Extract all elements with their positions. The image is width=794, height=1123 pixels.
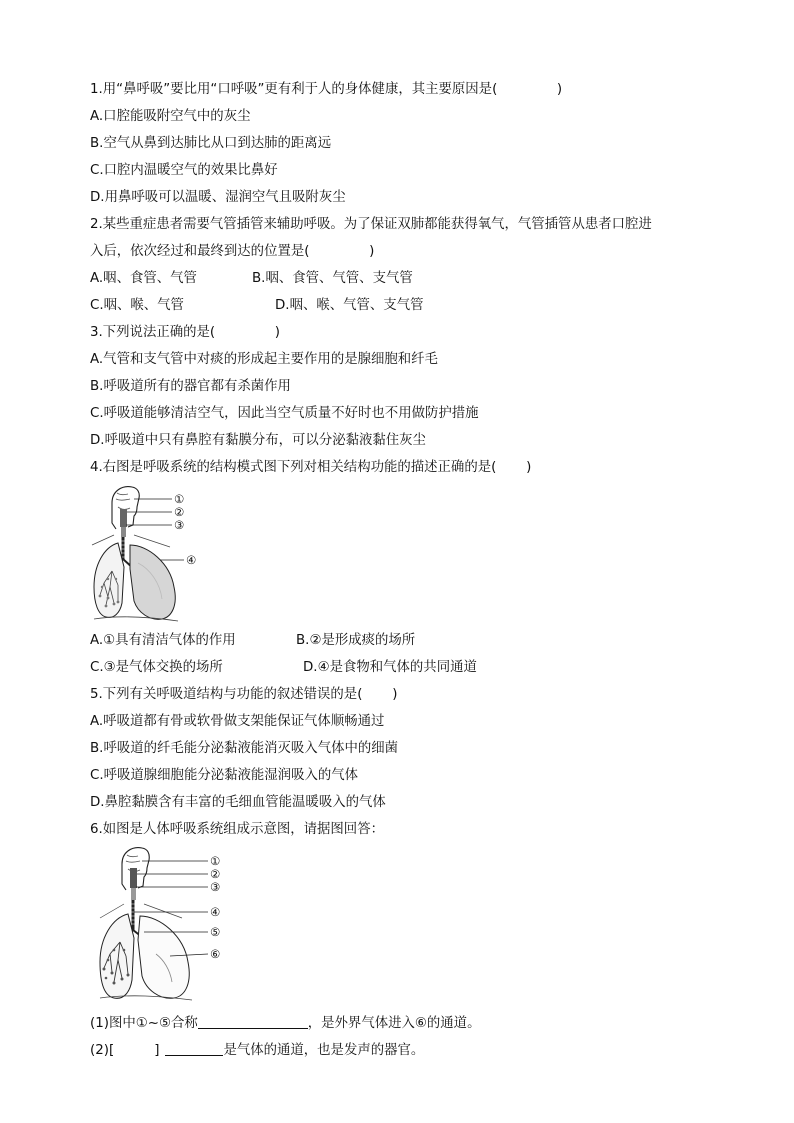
respiratory-diagram-2 [90,846,240,1002]
q2-option-d: D.咽、喉、气管、支气管 [275,298,424,313]
q2-option-c: C.咽、喉、气管 [90,298,184,313]
diagram1-label-2: ② [174,505,185,519]
q1-option-c: C.口腔内温暖空气的效果比鼻好 [90,163,278,178]
q6-sub2-answer-blank[interactable] [165,1041,223,1056]
q2-stem-line2: 入后，依次经过和最终到达的位置是( ) [90,244,375,259]
q6-sub2-bracket-close: ] [154,1043,160,1058]
q1-option-a: A.口腔能吸附空气中的灰尘 [90,109,251,124]
q5-option-d: D.鼻腔黏膜含有丰富的毛细血管能温暖吸入的气体 [90,795,386,810]
diagram2-label-4: ④ [210,905,221,919]
q4-option-c: C.③是气体交换的场所 [90,660,223,675]
q4-option-b: B.②是形成痰的场所 [296,633,416,648]
q5-option-c: C.呼吸道腺细胞能分泌黏液能湿润吸入的气体 [90,768,359,783]
q5-stem: 5.下列有关呼吸道结构与功能的叙述错误的是( ) [90,687,398,702]
diagram1-label-4: ④ [186,553,197,567]
diagram2-label-3: ③ [210,880,221,894]
q1-stem: 1.用“鼻呼吸”要比用“口呼吸”更有利于人的身体健康，其主要原因是( ) [90,82,563,97]
q4-stem: 4.右图是呼吸系统的结构模式图下列对相关结构功能的描述正确的是( ) [90,460,532,475]
q3-option-d: D.呼吸道中只有鼻腔有黏膜分布，可以分泌黏液黏住灰尘 [90,433,426,448]
q2-stem-line1: 2.某些重症患者需要气管插管来辅助呼吸。为了保证双肺都能获得氧气，气管插管从患者口腔进 [90,217,652,232]
diagram2-label-5: ⑤ [210,925,221,939]
q3-option-b: B.呼吸道所有的器官都有杀菌作用 [90,379,291,394]
q1-option-d: D.用鼻呼吸可以温暖、湿润空气且吸附灰尘 [90,190,346,205]
q6-sub1 [90,1014,480,1033]
q4-option-d: D.④是食物和气体的共同通道 [303,660,477,675]
q6-sub2 [90,1041,424,1060]
respiratory-system-illustration [90,483,230,623]
diagram2-label-2: ② [210,867,221,881]
q6-sub2-suffix: 是气体的通道，也是发声的器官。 [223,1043,425,1058]
diagram2-label-1: ① [210,854,221,868]
q2-option-b: B.咽、食管、气管、支气管 [252,271,413,286]
q6-sub1-answer-blank[interactable] [198,1014,308,1029]
diagram1-label-3: ③ [174,518,185,532]
diagram2-label-6: ⑥ [210,947,221,961]
diagram1-label-1: ① [174,492,185,506]
q5-option-b: B.呼吸道的纤毛能分泌黏液能消灭吸入气体中的细菌 [90,741,399,756]
q6-stem: 6.如图是人体呼吸系统组成示意图，请据图回答： [90,822,384,837]
q3-option-a: A.气管和支气管中对痰的形成起主要作用的是腺细胞和纤毛 [90,352,438,367]
respiratory-diagram-1 [90,483,230,623]
q2-option-a: A.咽、食管、气管 [90,271,197,286]
q6-sub1-prefix: (1)图中①~⑤合称 [90,1016,198,1031]
q3-stem: 3.下列说法正确的是( ) [90,325,280,340]
q6-sub1-suffix: ，是外界气体进入⑥的通道。 [307,1016,481,1031]
q5-option-a: A.呼吸道都有骨或软骨做支架能保证气体顺畅通过 [90,714,385,729]
q4-option-a: A.①具有清洁气体的作用 [90,633,236,648]
q1-option-b: B.空气从鼻到达肺比从口到达肺的距离远 [90,136,332,151]
q3-option-c: C.呼吸道能够清洁空气，因此当空气质量不好时也不用做防护措施 [90,406,479,421]
q6-sub2-prefix: (2)[ [90,1043,115,1058]
